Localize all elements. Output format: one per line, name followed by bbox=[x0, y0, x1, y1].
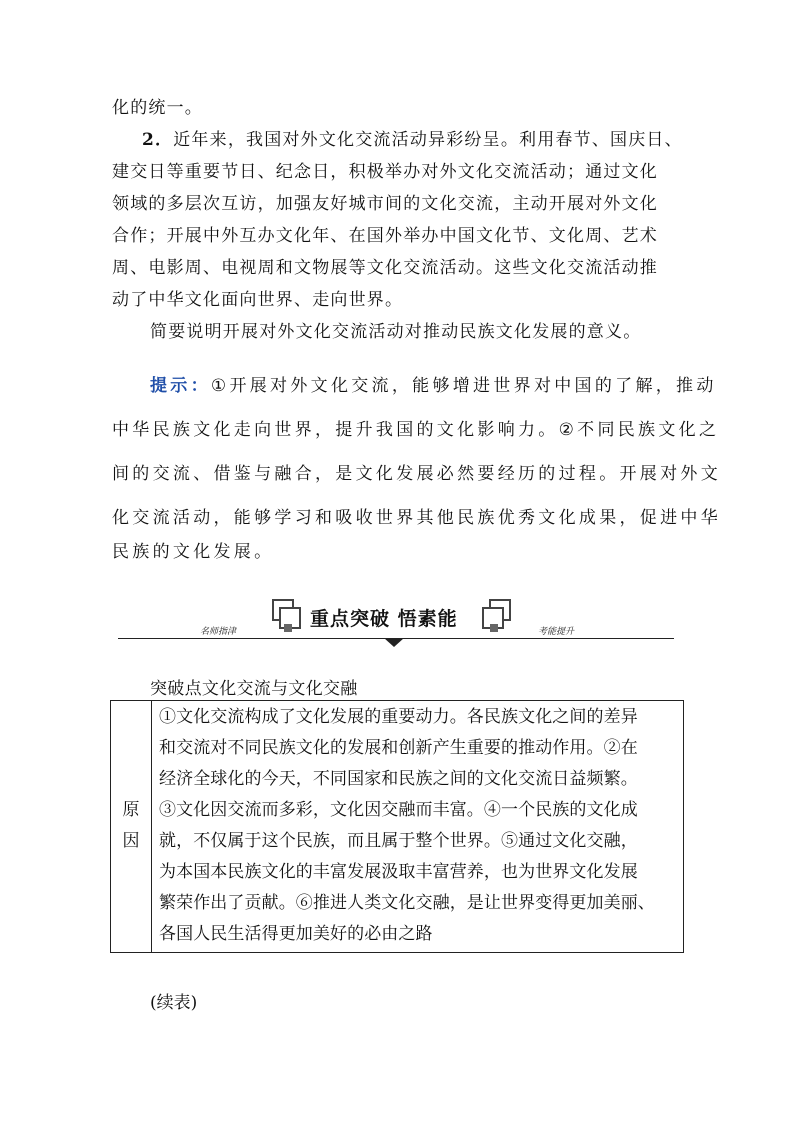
item-2-line bbox=[142, 130, 684, 150]
hint-line: 中华民族文化走向世界，提升我国的文化影响力。②不同民族文化之 bbox=[112, 420, 720, 440]
row-label-char: 原 bbox=[122, 800, 140, 820]
paragraph-line: 建交日等重要节日、纪念日，积极举办对外文化交流活动；通过文化 bbox=[112, 162, 658, 182]
table-row-label bbox=[111, 795, 151, 857]
table-cell-line: 各国人民生活得更加美好的必由之路 bbox=[159, 924, 433, 944]
hint-label: 提示： bbox=[150, 376, 211, 396]
table-column-divider bbox=[151, 701, 152, 952]
table-cell-line: 就，不仅属于这个民族，而且属于整个世界。⑤通过文化交融， bbox=[159, 831, 638, 851]
hint-line: 间的交流、借鉴与融合，是文化发展必然要经历的过程。开展对外文 bbox=[112, 464, 721, 484]
hint-line: 民族的文化发展。 bbox=[112, 542, 275, 562]
section-title: 突破点文化交流与文化交融 bbox=[150, 679, 358, 699]
table-cell-line: ③文化因交流而多彩，文化因交融而丰富。④一个民族的文化成 bbox=[159, 800, 638, 820]
question-text: 简要说明开展对外文化交流活动对推动民族文化发展的意义。 bbox=[150, 322, 642, 342]
hint-first-line bbox=[150, 376, 717, 396]
paragraph-line: 化的统一。 bbox=[112, 98, 203, 118]
paragraph-line: 周、电影周、电视周和文物展等文化交流活动。这些文化交流活动推 bbox=[112, 258, 658, 278]
banner-left-caption: 名师指津 bbox=[200, 627, 237, 637]
banner-right-caption: 考能提升 bbox=[538, 627, 575, 637]
hint-line: 化交流活动，能够学习和吸收世界其他民族优秀文化成果，促进中华 bbox=[112, 508, 721, 528]
item-number: 2． bbox=[142, 130, 174, 150]
continued-label: (续表) bbox=[150, 993, 198, 1013]
hint-text: ①开展对外文化交流，能够增进世界对中国的了解，推动 bbox=[210, 376, 717, 396]
stacked-squares-icon bbox=[480, 596, 514, 636]
banner-pointer bbox=[384, 638, 404, 647]
table-cell-line: ①文化交流构成了文化发展的重要动力。各民族文化之间的差异 bbox=[159, 707, 638, 727]
row-label-char: 因 bbox=[122, 831, 140, 851]
table-cell-line: 经济全球化的今天，不同国家和民族之间的文化交流日益频繁。 bbox=[159, 769, 638, 789]
section-banner bbox=[118, 596, 674, 648]
stacked-squares-icon bbox=[270, 596, 304, 636]
item-text: 近年来，我国对外文化交流活动异彩纷呈。利用春节、国庆日、 bbox=[173, 130, 683, 150]
paragraph-line: 合作；开展中外互办文化年、在国外举办中国文化节、文化周、艺术 bbox=[112, 226, 658, 246]
paragraph-line: 动了中华文化面向世界、走向世界。 bbox=[112, 290, 404, 310]
banner-title: 重点突破 悟素能 bbox=[310, 608, 458, 630]
paragraph-line: 领域的多层次互访，加强友好城市间的文化交流，主动开展对外文化 bbox=[112, 194, 658, 214]
content-table bbox=[110, 700, 684, 953]
table-cell-line: 繁荣作出了贡献。⑥推进人类文化交融，是让世界变得更加美丽、 bbox=[159, 893, 655, 913]
table-cell-line: 为本国本民族文化的丰富发展汲取丰富营养，也为世界文化发展 bbox=[159, 862, 638, 882]
table-cell-line: 和交流对不同民族文化的发展和创新产生重要的推动作用。②在 bbox=[159, 738, 638, 758]
